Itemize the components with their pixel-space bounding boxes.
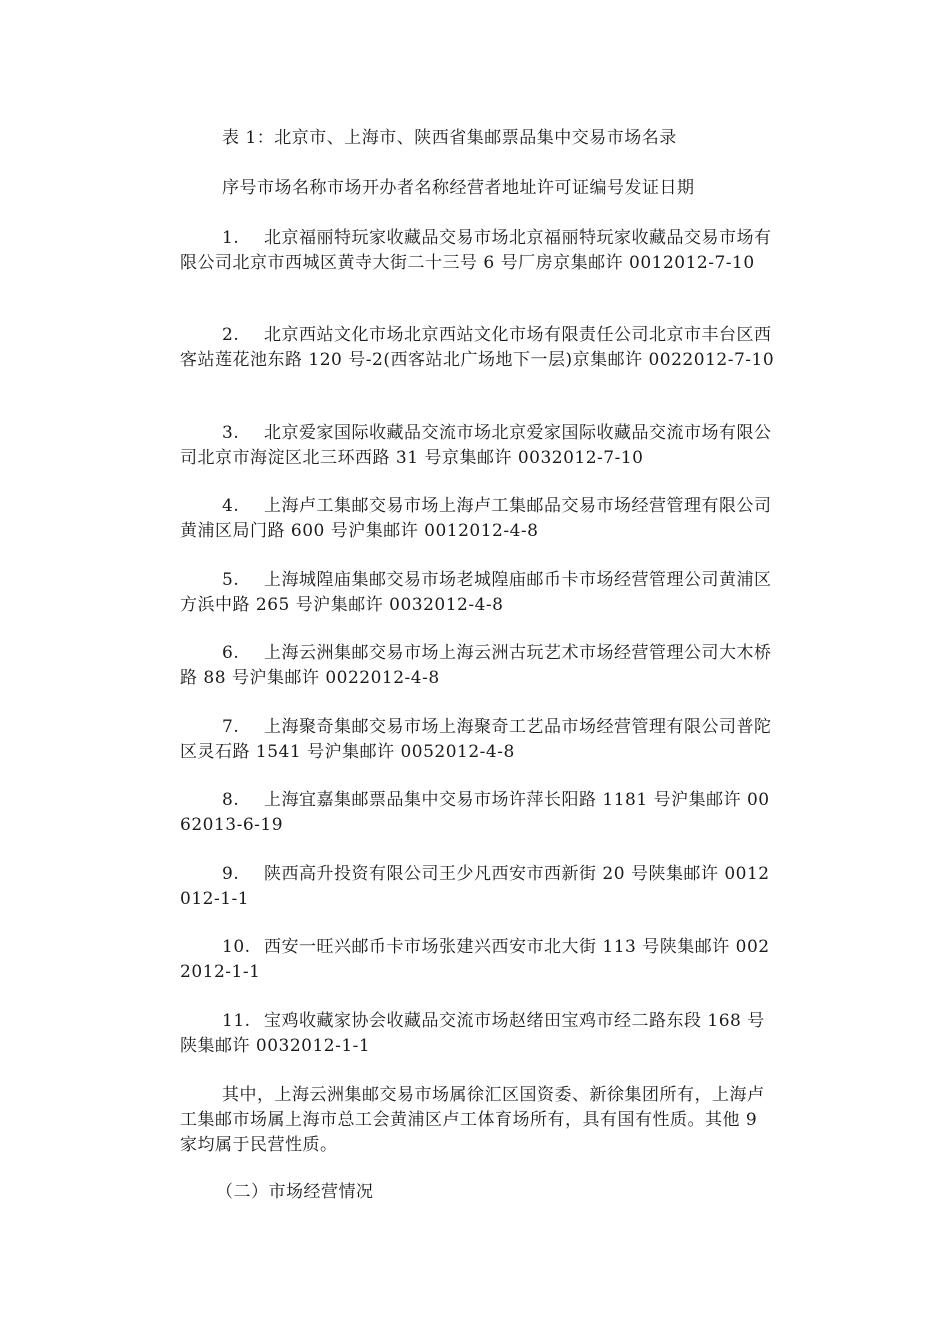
list-item	[180, 788, 780, 838]
item-number: 2.	[222, 325, 240, 345]
table-header: 序号市场名称市场开办者名称经营者地址许可证编号发证日期	[222, 178, 695, 198]
item-text: 北京西站文化市场北京西站文化市场有限责任公司北京市丰台区西客站莲花池东路 120 号-2(西客站北广场地下一层)京集邮许 0022012-7-10	[180, 325, 775, 370]
item-text: 西安一旺兴邮币卡市场张建兴西安市北大街 113 号陕集邮许 0022012-1-1	[180, 937, 770, 982]
item-number: 1.	[222, 228, 240, 248]
item-number: 7.	[222, 717, 240, 737]
item-text: 北京福丽特玩家收藏品交易市场北京福丽特玩家收藏品交易市场有限公司北京市西城区黄寺大街二十三号 6 号厂房京集邮许 0012012-7-10	[180, 228, 772, 273]
list-item	[180, 641, 780, 691]
item-number: 6.	[222, 643, 240, 663]
item-text: 上海城隍庙集邮交易市场老城隍庙邮币卡市场经营管理公司黄浦区方浜中路 265 号沪集邮许 0032012-4-8	[180, 570, 772, 615]
list-item	[180, 421, 780, 471]
item-text: 上海卢工集邮交易市场上海卢工集邮品交易市场经营管理有限公司黄浦区局门路 600 号沪集邮许 0012012-4-8	[180, 496, 772, 541]
summary-paragraph: 其中，上海云洲集邮交易市场属徐汇区国资委、新徐集团所有，上海卢工集邮市场属上海市总工会黄浦区卢工体育场所有，具有国有性质。其他 9 家均属于民营性质。	[180, 1085, 765, 1155]
item-number: 4.	[222, 496, 240, 516]
list-item	[180, 494, 780, 544]
list-item	[180, 323, 780, 373]
section-heading: （二）市场经营情况	[216, 1182, 374, 1202]
item-text: 上海宜嘉集邮票品集中交易市场许萍长阳路 1181 号沪集邮许 0062013-6-19	[180, 790, 770, 835]
item-number: 5.	[222, 570, 240, 590]
item-text: 陕西高升投资有限公司王少凡西安市西新街 20 号陕集邮许 0012012-1-1	[180, 864, 770, 909]
list-item	[180, 1009, 780, 1059]
item-number: 11.	[222, 1011, 251, 1031]
list-item	[180, 862, 780, 912]
item-number: 10.	[222, 937, 251, 957]
table-title: 表 1：北京市、上海市、陕西省集邮票品集中交易市场名录	[222, 128, 677, 148]
item-number: 3.	[222, 423, 240, 443]
list-item	[180, 226, 780, 276]
item-number: 9.	[222, 864, 240, 884]
item-text: 北京爱家国际收藏品交流市场北京爱家国际收藏品交流市场有限公司北京市海淀区北三环西路 31 号京集邮许 0032012-7-10	[180, 423, 772, 468]
list-item	[180, 935, 780, 985]
item-text: 上海聚奇集邮交易市场上海聚奇工艺品市场经营管理有限公司普陀区灵石路 1541 号沪集邮许 0052012-4-8	[180, 717, 772, 762]
item-text: 宝鸡收藏家协会收藏品交流市场赵绪田宝鸡市经二路东段 168 号陕集邮许 0032012-1-1	[180, 1011, 765, 1056]
list-item	[180, 715, 780, 765]
item-number: 8.	[222, 790, 240, 810]
item-text: 上海云洲集邮交易市场上海云洲古玩艺术市场经营管理公司大木桥路 88 号沪集邮许 0022012-4-8	[180, 643, 772, 688]
list-item	[180, 568, 780, 618]
